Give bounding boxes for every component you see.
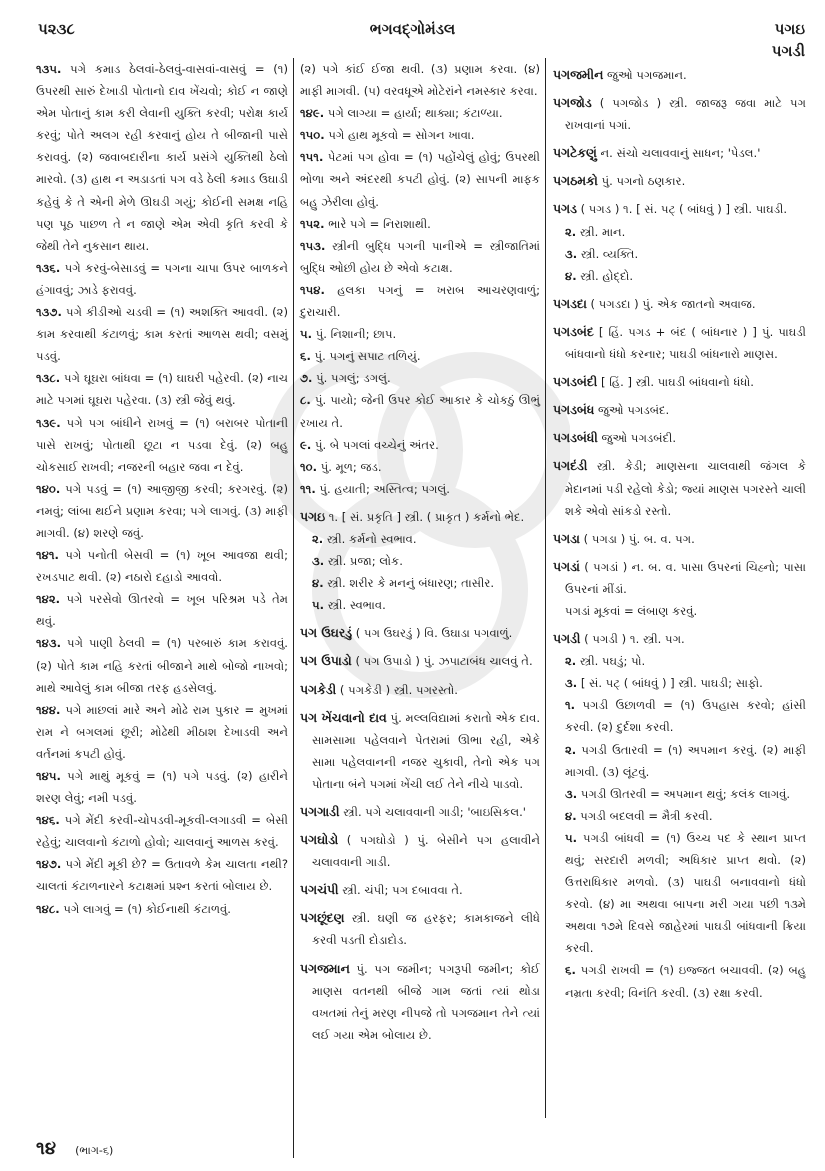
definition-text: પગે પડવું = (૧) આજીજી કરવી; કરગરવું. (૨) નમવું; લાંબા થઈને પ્રણામ કરવા; પગે લાગવું. (૩) માફી માગવી. (૪) શરણે જવું.	[36, 481, 289, 540]
column-3	[553, 58, 806, 1004]
entry-number: ૫.	[300, 327, 313, 342]
headword: પગ ઉપાડો	[300, 653, 352, 669]
sense-entry	[553, 739, 806, 783]
entry-number: ૧૩૫.	[36, 62, 62, 76]
entry-number: ૧૫૦.	[300, 128, 325, 143]
sense-entry	[300, 235, 540, 279]
entry-number: ૧૪૬.	[36, 813, 60, 828]
definition-text: પગે હાથ મૂકવો = સોગન ખાવા.	[328, 128, 475, 143]
entry-number: ૭.	[300, 371, 313, 386]
sense-entry	[300, 456, 540, 478]
headword: પગઘોડો	[300, 832, 339, 848]
headword-entry	[300, 679, 540, 701]
headword-entry	[300, 650, 540, 672]
headword-entry	[300, 879, 540, 901]
entry-number: ૧૫૪.	[300, 282, 325, 297]
sense-entry	[36, 257, 288, 301]
definition-text: પગે માછલાં મારે અને મોઢે રામ પુકાર = મુખમાં રામ ને બગલમાં છૂરી; મોઢેથી મીઠાશ દેખાડવી અને વર્તનમાં કપટી હોવું.	[36, 702, 288, 761]
sense-entry	[36, 632, 288, 698]
headword: પગઇ	[300, 508, 326, 524]
sense-entry	[553, 600, 806, 622]
definition-text: ( પગકેડી ) સ્ત્રી. પગરસ્તો.	[339, 682, 458, 697]
definition-text: પગડી ઉતારવી = (૧) અપમાન કરવું. (૨) માફી માગવી. (૩) લૂંટવું.	[565, 742, 806, 779]
definition-text: પગે લાગ્યા = હાર્યા; થાક્યા; કંટાળ્યા.	[327, 106, 503, 121]
definition-text: ( પગ ઉપાડો ) પું. ઝપાટાબંધ ચાલવું તે.	[355, 654, 533, 669]
sense-entry	[300, 146, 540, 212]
entry-number: ૧૩૮.	[36, 371, 61, 386]
sense-entry	[300, 478, 540, 500]
definition-text: સ્ત્રી. કેડી; માણસના ચાલવાથી જંગલ કે મેદાનમાં પડી રહેલો કેડો; જ્યાં માણસ પગરસ્તે ચાલી શકે એવો સાંકડો રસ્તો.	[565, 459, 806, 518]
definition-text: સ્ત્રી. કર્મનો સ્વભાવ.	[326, 531, 417, 546]
column-divider	[293, 58, 294, 1158]
sense-entry	[553, 694, 806, 738]
headword: પગડાં	[553, 558, 580, 574]
definition-text: ભારે પગે = નિરાશાથી.	[328, 216, 431, 231]
headword-entry	[553, 92, 806, 136]
definition-text: ( પગઘોડો ) પું. બેસીને પગ હલાવીને ચલાવવાની ગાડી.	[312, 833, 541, 870]
page-footer	[36, 1138, 113, 1159]
headword-entry	[553, 142, 806, 164]
headword: પગજમાન	[300, 960, 350, 976]
headword-entry	[300, 958, 540, 1046]
headword: પગજમીન	[553, 67, 604, 82]
book-title: ભગવદ્ગોમંડલ	[369, 20, 456, 38]
definition-text: જુઓ પગડબંદી.	[601, 431, 677, 446]
headword-entry	[553, 399, 806, 421]
definition-text: પગે મેંદી મૂકી છે? = ઉતાવળે કેમ ચાલતા નથી? ચાલતાં કંટાળનારને કટાક્ષમાં પ્રશ્ન કરતાં બોલાય છે.	[36, 857, 288, 894]
sense-entry	[36, 809, 288, 853]
entry-number: ૧૫૨.	[300, 216, 325, 231]
entry-number: ૩.	[565, 786, 578, 801]
definition-text: પગે પરસેવો ઊતરવો = ખૂબ પરિશ્રમ પડે તેમ થવું.	[36, 592, 288, 629]
entry-number: ૪.	[565, 268, 577, 283]
headword: પગદંડી	[553, 458, 588, 474]
definition-text: પું. પગનો ઠણકાર.	[601, 174, 686, 189]
sense-entry	[553, 783, 806, 805]
headword: પગજોડ	[553, 95, 592, 111]
sense-entry	[300, 594, 540, 616]
page-number: પ૨૩૮	[38, 20, 75, 38]
sense-entry	[36, 544, 288, 588]
definition-text: સ્ત્રી. માન.	[579, 224, 626, 239]
sense-entry	[36, 765, 288, 809]
headword: પગડબંધી	[553, 430, 598, 446]
sense-entry	[36, 301, 288, 367]
entry-number: ૧૪૯.	[300, 106, 325, 121]
entry-number: ૫.	[565, 830, 578, 845]
sense-entry	[553, 805, 806, 827]
entry-number: ૯.	[300, 437, 312, 452]
headword-entry	[300, 829, 540, 873]
definition-text: પગડાં મૂકવાં = લંબાણ કરવું.	[565, 603, 698, 618]
sense-entry	[553, 827, 806, 960]
definition-text: સ્ત્રી. પ્રજા; લોક.	[327, 554, 403, 569]
definition-text: પું. પાયો; જેની ઉપર કોઈ આકાર કે ચોકઠું ઊભું રખાય તે.	[300, 393, 540, 430]
definition-text: પેટમાં પગ હોવા = (૧) પહોંચેલું હોવું; ઉપરથી ભોળા અને અંદરથી કપટી હોવું. (૨) સાપની માફક બહુ ઝેરીલા હોવું.	[300, 150, 540, 209]
sense-entry	[300, 58, 540, 102]
definition-text: પગે કીડીઓ ચડવી = (૧) અશક્તિ આવવી. (૨) કામ કરવાથી કંટાળવું; કામ કરતાં આળસ થવી; વસમું પડવું.	[36, 305, 288, 364]
definition-text: સ્ત્રી. વ્યક્તિ.	[580, 246, 639, 261]
entry-number: ૨.	[312, 531, 324, 546]
definition-text: સ્ત્રીની બુદ્ધિ પગની પાનીએ = સ્ત્રીજાતિમાં બુદ્ધિ ઓછી હોય છે એવો કટાક્ષ.	[300, 238, 540, 275]
definition-text: પગડી બદલવી = મૈત્રી કરવી.	[580, 808, 713, 823]
sense-entry	[300, 279, 540, 323]
entry-number: ૩.	[565, 676, 578, 691]
definition-text: પગે કમાડ ઠેલવાં-ઠેલવું-વાસવાં-વાસવું = (૧) ઉપરથી સારું દેખાડી પોતાનો દાવ ખેંચવો; કોઈ ન જાણે એમ પોતાનું કામ કરી લેવાની યુક્તિ કરવી; પરોક્ષ કાર્ય કરવું; પોતે અલગ રહી કરવાનું હોય તે બીજાની પાસે કરાવવું. (૨) જવાબદારીના કાર્ય પ્રસંગે યુક્તિથી ઠેલો મારવો. (૩) હાથ ન અડાડતાં પગ વડે ઠેલી કમાડ ઉઘાડી કહેવું કે તે એની મેળે ઊઘડી ગયું; કોઈની સમક્ષ નહિ પણ પૂઠ પાછળ તે ન જાણે એમ એવી કૃતિ કરવી કે જેથી તેને નુકસાન થાય.	[36, 62, 288, 253]
entry-number: ૧૪૮.	[36, 901, 60, 916]
entry-number: ૧.	[565, 698, 576, 713]
sense-entry	[553, 672, 806, 694]
headword-entry	[553, 427, 806, 449]
entry-number: ૧૫૧.	[300, 150, 324, 165]
definition-text: પગડી ઊતરવી = અપમાન થવું; કલંક લાગવું.	[580, 786, 791, 801]
headword: પગડદા	[553, 295, 587, 311]
headword: પગડા	[553, 530, 580, 546]
definition-text: પગે પગ બાંધીને રાખવું = (૧) બરાબર પોતાની પાસે રાખવું; પોતાથી છૂટા ન પડવા દેવું. (૨) બહુ ચોકસાઈ રાખવી; નજરની બહાર જવા ન દેવું.	[36, 415, 289, 474]
headword-entry	[553, 293, 806, 315]
headword: પગડબંદી	[553, 374, 598, 390]
sense-entry	[300, 434, 540, 456]
definition-text: ( પગડદા ) પું. એક જાતનો અવાજ.	[590, 296, 756, 311]
definition-text: સ્ત્રી. શરીર કે મનનું બંધારણ; તાસીર.	[327, 576, 495, 591]
sense-entry	[300, 528, 540, 550]
entry-number: ૧૩૬.	[36, 260, 61, 275]
sense-entry	[300, 345, 540, 367]
definition-text: ( પગડાં ) ન. બ. વ. પાસા ઉપરનાં ચિહ્નો; પાસા ઉપરનાં મીંડાં.	[565, 559, 806, 596]
definition-text: સ્ત્રી. સ્વભાવ.	[327, 598, 386, 613]
headword-entry	[300, 907, 540, 951]
headword: પગડબંદ	[553, 323, 594, 339]
definition-text: પગડી ઉછાળવી = (૧) ઉપહાસ કરવો; હાંસી કરવી. (૨) દુર્દશા કરવી.	[565, 698, 807, 735]
headword-entry	[553, 64, 806, 86]
headword: પગડ	[553, 201, 577, 217]
sense-entry	[553, 243, 806, 265]
entry-number: ૧૪૪.	[36, 702, 61, 717]
entry-number: ૪.	[312, 576, 324, 591]
definition-text: પું. પગ જમીન; પગરૂપી જમીન; કોઈ માણસ વતનથી બીજે ગામ જતાં ત્યાં થોડા વખતમાં તેનું મરણ નીપજે તો પગજમાન તેને ત્યાં લઈ ગયા એમ બોલાય છે.	[312, 961, 540, 1042]
sense-entry	[300, 367, 540, 389]
entry-number: ૧૪૫.	[36, 769, 61, 783]
sense-entry	[36, 58, 288, 257]
headword: પગડબંધ	[553, 402, 595, 418]
entry-number: ૧૧.	[300, 481, 316, 496]
entry-number: ૫.	[312, 598, 325, 613]
headword: પગડી	[553, 631, 581, 647]
headword: પગ ઉઘરડું	[300, 625, 353, 641]
entry-number: ૧૦.	[300, 459, 318, 474]
entry-number: ૪.	[565, 808, 577, 823]
entry-number: ૨.	[565, 224, 577, 239]
entry-number: ૮.	[300, 393, 311, 408]
sense-entry	[300, 389, 540, 433]
sense-entry	[300, 124, 540, 146]
signature-number: ૧૪	[36, 1138, 56, 1159]
definition-text: સ્ત્રી. પઘડું; પો.	[579, 654, 646, 669]
guide-word-last: પગડી	[771, 42, 805, 60]
column-divider	[545, 58, 546, 1118]
headword: પગ ખેંચવાનો દાવ	[300, 709, 387, 725]
entry-number: ૨.	[565, 742, 577, 757]
sense-entry	[300, 550, 540, 572]
definition-text: પગે કરવું-બેસાડવું = પગના ચાપા ઉપર બાળકને હંગાવવું; ઝાડે ફરાવવું.	[36, 260, 288, 297]
definition-text: [ હિં. ] સ્ત્રી. પાઘડી બાંધવાનો ધંધો.	[601, 375, 754, 390]
headword-entry	[300, 707, 540, 795]
headword: પગછૂંદણ	[300, 910, 345, 926]
sense-entry	[300, 323, 540, 345]
headword: પગટેકણું	[553, 145, 597, 161]
entry-number: ૬.	[565, 963, 576, 978]
sense-entry	[36, 588, 288, 632]
entry-number: ૩.	[565, 246, 578, 261]
definition-text: પું. પગનું સપાટ તળિયું.	[314, 349, 421, 364]
definition-text: સ્ત્રી. હોદ્દો.	[580, 268, 634, 283]
entry-number: ૨.	[565, 654, 577, 669]
headword-entry	[553, 556, 806, 600]
definition-text: ૧. [ સં. પ્રકૃતિ ] સ્ત્રી. ( પ્રાકૃત ) કર્મનો ભેદ.	[328, 509, 525, 524]
definition-text: પું. પગલું; ડગલું.	[316, 371, 391, 386]
definition-text: હલકા પગનું = ખરાબ આચરણવાળું; દુરાચારી.	[300, 282, 540, 320]
volume-label: (ભાગ-૬)	[75, 1144, 114, 1157]
sense-entry	[36, 367, 288, 411]
entry-number: ૧૫૩.	[300, 238, 326, 253]
definition-text: [ હિં. પગડ + બંદ ( બાંધનાર ) ] પું. પાઘડી બાંધવાનો ધંધો કરનાર; પાઘડી બાંધનારો માણસ.	[565, 324, 806, 362]
definition-text: પું. મલ્લવિદ્યામાં કરાતો એક દાવ. સામસામા પહેલવાને પેતરામાં ઊભા રહી, એકે સામા પહેલવાનની નજર ચુકાવી, તેનો એક પગ પોતાના બંને પગમાં ખેંચી લઈ તેને નીચે પાડવો.	[312, 710, 541, 791]
definition-text: ( પગડ ) ૧. [ સં. પટ્ ( બાંધવું ) ] સ્ત્રી. પાઘડી.	[580, 202, 788, 217]
entry-number: ૬.	[300, 349, 311, 364]
headword-entry	[553, 528, 806, 550]
definition-text: પગે માથું મૂકવું = (૧) પગે પડવું. (૨) હારીને શરણ લેવું; નમી પડવું.	[36, 769, 288, 806]
definition-text: પું. બે પગલાં વચ્ચેનું અંતર.	[314, 437, 439, 452]
sense-entry	[553, 959, 806, 1003]
sense-entry	[300, 102, 540, 124]
definition-text: ન. સંચો ચલાવવાનું સાધન; 'પેડલ.'	[600, 146, 761, 161]
headword: પગચંપી	[300, 882, 339, 898]
definition-text: સ્ત્રી. પગે ચલાવવાની ગાડી; 'બાઇસિકલ.'	[343, 805, 526, 819]
entry-number: ૧૪૧.	[36, 548, 59, 563]
headword-entry	[300, 622, 540, 644]
definition-text: પગે લાગવું = (૧) કોઈનાથી કંટાળવું.	[63, 901, 231, 916]
definition-text: સ્ત્રી. ઘણી જ હરફર; કામકાજને લીધે કરવી પડતી દોડાદોડ.	[312, 911, 541, 948]
headword-entry	[553, 455, 806, 521]
definition-text: પગે મેંદી કરવી-ચોપડવી-મૂકવી-લગાડવી = બેસી રહેવું; ચાલવાનો કંટાળો હોવો; ચાલવાનું આળસ કરવું.	[36, 813, 288, 850]
headword-entry	[553, 170, 806, 192]
sense-entry	[553, 221, 806, 243]
sense-entry	[553, 650, 806, 672]
entry-number: ૧૪૨.	[36, 592, 61, 607]
sense-entry	[300, 213, 540, 235]
entry-number: ૧૩૯.	[36, 415, 61, 430]
definition-text: પું. હયાતી; અસ્તિત્વ; પગલું.	[319, 481, 450, 496]
column-1	[36, 58, 288, 920]
entry-number: ૧૪૭.	[36, 857, 62, 872]
definition-text: પગડી રાખવી = (૧) ઇજ્જત બચાવવી. (૨) બહુ નમ્રતા કરવી; વિનંતિ કરવી. (૩) રક્ષા કરવી.	[565, 963, 806, 1000]
definition-text: પગડી બાંધવી = (૧) ઉચ્ચ પદ કે સ્થાન પ્રાપ્ત થવું; સરદારી મળવી; અધિકાર પ્રાપ્ત થવો. (૨) ઉત્તરાધિકાર મળવો. (૩) પાઘડી બનાવવાનો ધંધો કરવો. (૪) મા અથવા બાપના મરી ગયા પછી ૧૩મે અથવા ૧૭મે દિવસે જાહેરમાં પાઘડી બાંધવાની ક્રિયા કરવી.	[565, 830, 806, 956]
entry-number: ૧૪૩.	[36, 636, 61, 651]
sense-entry	[36, 853, 288, 897]
headword-entry	[300, 801, 540, 823]
definition-text: પગે પનોતી બેસવી = (૧) ખૂબ આવજા થવી; રખડપાટ થવી. (૨) નઠારો દહાડો આવવો.	[36, 548, 288, 585]
definition-text: ( પગડા ) પું. બ. વ. પગ.	[583, 531, 695, 546]
definition-text: સ્ત્રી. ચંપી; પગ દબાવવા તે.	[342, 883, 463, 898]
definition-text: પગે પાણી ઠેલવી = (૧) પરબારું કામ કરાવવું. (૨) પોતે કામ નહિ કરતાં બીજાને માથે બોજો નાખવો; માથે આવેલું કામ બીજા તરફ હડસેલવું.	[36, 636, 288, 695]
headword: પગગાડી	[300, 804, 340, 819]
headword: પગકેડી	[300, 681, 337, 697]
entry-number: ૧૩૭.	[36, 305, 62, 320]
headword-entry	[300, 506, 540, 528]
entry-number: ૧૪૦.	[36, 481, 61, 496]
sense-entry	[36, 699, 288, 765]
headword: પગઠમકો	[553, 173, 598, 189]
sense-entry	[36, 478, 288, 544]
definition-text: જુઓ પગડબંદ.	[597, 403, 670, 418]
definition-text: (૨) પગે કાંઈ ઈજા થવી. (૩) પ્રણામ કરવા. (૪) માફી માગવી. (૫) વરવધૂએ મોટેરાંને નમસ્કાર કરવા.	[300, 62, 540, 99]
sense-entry	[553, 265, 806, 287]
definition-text: ( પગ ઉઘરડું ) વિ. ઉઘાડા પગવાળું.	[355, 626, 513, 641]
headword-entry	[553, 628, 806, 650]
definition-text: પગે ઘૂઘરા બાંધવા = (૧) ઘાઘરી પહેરવી. (૨) નાચ માટે પગમાં ઘૂઘરા પહેરવા. (૩) સ્ત્રી જેવું થવું.	[36, 371, 288, 408]
definition-text: જુઓ પગજમાન.	[607, 68, 687, 82]
column-2	[300, 58, 540, 1046]
definition-text: [ સં. પટ્ ( બાંધવું ) ] સ્ત્રી. પાઘડી; સાફો.	[580, 676, 763, 691]
headword-entry	[553, 321, 806, 365]
entry-number: ૩.	[312, 554, 325, 569]
headword-entry	[553, 198, 806, 220]
headword-entry	[553, 371, 806, 393]
definition-text: ( પગડી ) ૧. સ્ત્રી. પગ.	[584, 632, 685, 647]
definition-text: ( પગજોડ ) સ્ત્રી. જાજરૂ જવા માટે પગ રાખવાનાં પગાં.	[565, 96, 806, 133]
sense-entry	[300, 572, 540, 594]
definition-text: પું. નિશાની; છાપ.	[315, 327, 397, 342]
guide-word-first: પગઇ	[774, 20, 805, 38]
sense-entry	[36, 898, 288, 920]
definition-text: પું. મૂળ; જડ.	[320, 459, 382, 474]
sense-entry	[36, 412, 288, 478]
